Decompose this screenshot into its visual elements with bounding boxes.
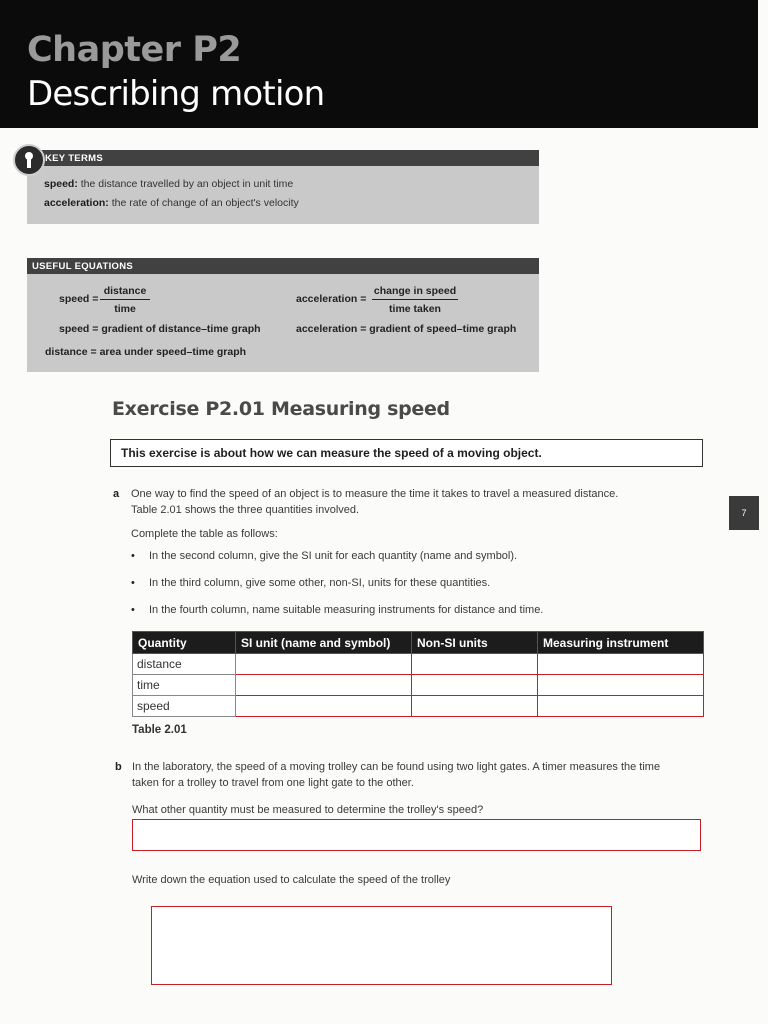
acceleration-fraction — [372, 285, 458, 315]
quantity-cell: distance — [133, 654, 236, 675]
exercise-intro-text: This exercise is about how we can measure the speed of a moving object. — [121, 446, 542, 460]
speed-gradient-equation: speed = gradient of distance–time graph — [59, 323, 261, 335]
acceleration-equation-lhs: acceleration = — [296, 293, 367, 305]
instrument-answer-cell[interactable] — [538, 696, 704, 717]
si-unit-answer-cell[interactable] — [236, 696, 412, 717]
question-other-quantity: What other quantity must be measured to determine the trolley's speed? — [132, 804, 484, 816]
si-unit-answer-cell[interactable] — [236, 675, 412, 696]
complete-instruction: Complete the table as follows: — [131, 528, 278, 540]
speed-fraction — [100, 285, 150, 315]
speed-equation-lhs: speed = — [59, 293, 99, 305]
acceleration-denominator: time taken — [389, 303, 441, 315]
useful-equations-box — [27, 258, 539, 372]
bullet-dot: • — [131, 604, 135, 616]
table-row — [133, 696, 704, 717]
bullet-item-1: In the second column, give the SI unit for each quantity (name and symbol). — [149, 550, 518, 562]
speed-numerator: distance — [100, 285, 150, 300]
exercise-title: Exercise P2.01 Measuring speed — [112, 398, 450, 420]
speed-denominator: time — [114, 303, 136, 315]
key-term-definition: the distance travelled by an object in unit time — [80, 178, 294, 190]
key-term-name: acceleration: — [44, 197, 109, 209]
keyhole-icon — [13, 144, 45, 176]
column-header-si-unit: SI unit (name and symbol) — [236, 632, 412, 654]
bullet-dot: • — [131, 550, 135, 562]
part-a-text-line-2: Table 2.01 shows the three quantities involved. — [131, 504, 360, 516]
non-si-answer-cell[interactable] — [412, 696, 538, 717]
table-row — [133, 654, 704, 675]
page-tab: 7 — [729, 496, 759, 530]
exercise-intro-box — [110, 439, 703, 467]
part-a-label: a — [113, 488, 120, 500]
chapter-label: Chapter P2 — [27, 30, 242, 70]
bullet-item-3: In the fourth column, name suitable measuring instruments for distance and time. — [149, 604, 544, 616]
non-si-answer-cell[interactable] — [412, 654, 538, 675]
column-header-instrument: Measuring instrument — [538, 632, 704, 654]
part-b-text-line-2: taken for a trolley to travel from one light gate to the other. — [132, 777, 414, 789]
distance-area-equation: distance = area under speed–time graph — [45, 346, 247, 358]
table-row — [133, 675, 704, 696]
non-si-answer-cell[interactable] — [412, 675, 538, 696]
key-terms-box — [27, 150, 539, 224]
part-b-text-line-1: In the laboratory, the speed of a moving trolley can be found using two light gates. A timer measures the time — [132, 761, 661, 773]
acceleration-numerator: change in speed — [372, 285, 458, 300]
key-term-name: speed: — [44, 178, 78, 190]
instrument-answer-cell[interactable] — [538, 654, 704, 675]
column-header-quantity: Quantity — [133, 632, 236, 654]
quantities-table — [132, 631, 704, 717]
column-header-non-si: Non-SI units — [412, 632, 538, 654]
acceleration-gradient-equation: acceleration = gradient of speed–time graph — [296, 323, 517, 335]
answer-box-speed-equation[interactable] — [151, 906, 612, 985]
instrument-answer-cell[interactable] — [538, 675, 704, 696]
key-term-definition: the rate of change of an object's velocity — [111, 197, 299, 209]
bullet-item-2: In the third column, give some other, non-SI, units for these quantities. — [149, 577, 491, 589]
quantity-cell: time — [133, 675, 236, 696]
useful-equations-heading: USEFUL EQUATIONS — [27, 258, 539, 274]
key-term-acceleration — [44, 197, 299, 209]
key-terms-heading: KEY TERMS — [27, 150, 539, 166]
table-caption: Table 2.01 — [132, 724, 187, 736]
question-speed-equation: Write down the equation used to calculate the speed of the trolley — [132, 874, 451, 886]
part-b-label: b — [115, 761, 122, 773]
si-unit-answer-cell[interactable] — [236, 654, 412, 675]
table-header-row — [133, 632, 704, 654]
chapter-header — [0, 0, 758, 128]
chapter-title: Describing motion — [27, 74, 325, 114]
key-term-speed — [44, 178, 293, 190]
quantity-cell: speed — [133, 696, 236, 717]
part-a-text-line-1: One way to find the speed of an object is to measure the time it takes to travel a measured distance. — [131, 488, 619, 500]
answer-box-other-quantity[interactable] — [132, 819, 701, 851]
bullet-dot: • — [131, 577, 135, 589]
